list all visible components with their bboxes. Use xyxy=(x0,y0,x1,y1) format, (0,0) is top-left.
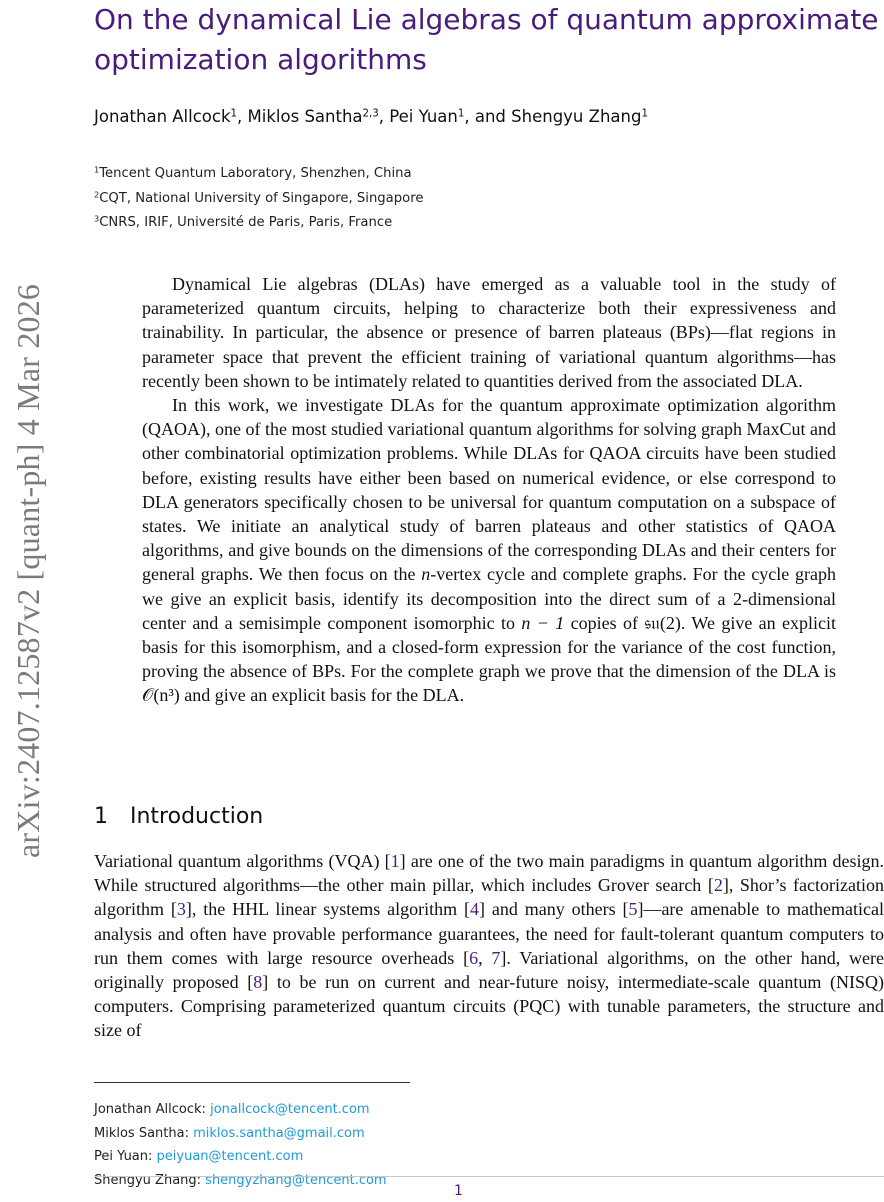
citation-link[interactable]: 7 xyxy=(491,947,501,968)
footnote-author: Jonathan Allcock: xyxy=(94,1101,211,1117)
footnote xyxy=(94,1074,694,1098)
abstract xyxy=(142,272,836,708)
affiliation-mark: 2 xyxy=(94,189,100,199)
footnote-author: Shengyu Zhang: xyxy=(94,1173,206,1189)
body-text: ] and many others [ xyxy=(478,899,629,920)
author-name: Jonathan Allcock xyxy=(94,107,231,126)
footnote-author: Miklos Santha: xyxy=(94,1125,194,1141)
author-list xyxy=(94,104,884,130)
page-footer-divider xyxy=(94,1176,884,1177)
citation-link[interactable]: 2 xyxy=(713,875,723,896)
math-expression: n − 1 xyxy=(521,612,565,633)
affiliation-text: CNRS, IRIF, Université de Paris, Paris, France xyxy=(99,215,393,230)
affiliation-text: CQT, National University of Singapore, Singapore xyxy=(99,190,424,206)
section-title: Introduction xyxy=(130,804,264,829)
intro-paragraph xyxy=(94,849,884,1043)
math-variable: n xyxy=(421,564,431,585)
affiliation xyxy=(94,211,884,236)
affiliation xyxy=(94,162,884,187)
email-link[interactable]: peiyuan@tencent.com xyxy=(156,1149,304,1165)
author-affiliation-mark: 2,3 xyxy=(362,108,379,120)
citation-link[interactable]: 5 xyxy=(628,899,638,920)
abstract-text: -vertex cycle and complete graphs. For the cycle graph we give an explicit basis, identify its decomposition into the direct sum of a 2-dimensional center and a semisimple component isomorphic to xyxy=(142,564,836,633)
arxiv-identifier: arXiv:2407.12587v2 [quant-ph] 4 Mar 2026 xyxy=(10,283,46,858)
abstract-text: copies of 𝔰𝔲(2). We give an explicit basis for this isomorphism, and a closed-form expression for the variance of the cost function, proving the absence of BPs. For the complete graph we prove that the dimension of the DLA is xyxy=(142,612,836,682)
body-text: , xyxy=(478,947,492,968)
citation-link[interactable]: 1 xyxy=(390,851,400,871)
body-text: ] are one of the two main paradigms in quantum algorithm design. While structured algorithms—the other main pillar, which includes Grover search [ xyxy=(94,851,884,896)
citation-link[interactable]: 6 xyxy=(469,947,479,968)
footnote xyxy=(94,1169,694,1193)
section-heading xyxy=(94,802,263,832)
footnote xyxy=(94,1145,694,1169)
affiliation-list xyxy=(94,162,884,236)
author-affiliation-mark: 1 xyxy=(641,108,648,120)
paper-title: On the dynamical Lie algebras of quantum approximate optimization algorithms xyxy=(94,3,879,76)
affiliation-mark: 1 xyxy=(94,164,100,175)
citation-link[interactable]: 8 xyxy=(253,972,263,993)
email-link[interactable]: miklos.santha@gmail.com xyxy=(193,1125,365,1141)
abstract-text: and give an explicit basis for the DLA. xyxy=(179,685,465,706)
body-text: ] to be run on current and near-future noisy, intermediate-scale quantum (NISQ) computers. Comprising parameterized quantum circuits (PQC) with tunable parameters, the structure and size of xyxy=(94,972,884,1041)
email-link[interactable]: shengyzhang@tencent.com xyxy=(205,1173,387,1189)
affiliation-mark: 3 xyxy=(94,213,100,224)
author-name: Miklos Santha xyxy=(247,107,363,126)
footnote xyxy=(94,1122,694,1146)
body-text: ]—are amenable to mathematical analysis and often have provable performance guarantees, the need for fault-tolerant quantum computers to run them comes with large resource overheads [ xyxy=(94,899,884,968)
author-affiliation-mark: 1 xyxy=(230,108,238,120)
page-number: 1 xyxy=(454,1183,463,1199)
footnote xyxy=(94,1098,694,1122)
email-link[interactable]: jonallcock@tencent.com xyxy=(210,1101,370,1117)
citation-link[interactable]: 4 xyxy=(469,899,479,920)
abstract-paragraph xyxy=(142,393,836,708)
author-separator: , xyxy=(237,107,248,126)
body-text: Variational quantum algorithms (VQA) [ xyxy=(94,851,391,871)
math-expression: 𝒪(n³) xyxy=(142,685,180,706)
body-text: ], the HHL linear systems algorithm [ xyxy=(185,899,470,920)
abstract-text: In this work, we investigate DLAs for the quantum approximate optimization algorithm (QAOA), one of the most studied variational quantum algorithms for solving graph MaxCut and other combinatorial optimization problems. While DLAs for QAOA circuits have been studied before, existing results have either been based on numerical evidence, or else correspond to DLA generators specifically chosen to be universal for quantum computation on a subspace of states. We initiate an analytical study of barren plateaus and other statistics of QAOA algorithms, and give bounds on the dimensions of the corresponding DLAs and their centers for general graphs. We then focus on the xyxy=(142,395,836,585)
author-name: Pei Yuan xyxy=(389,107,458,126)
body-text: ], Shor’s factorization algorithm [ xyxy=(94,875,884,920)
footnote-author: Pei Yuan: xyxy=(94,1149,157,1165)
citation-link[interactable]: 3 xyxy=(176,899,186,920)
section-number: 1 xyxy=(94,804,108,829)
abstract-paragraph: Dynamical Lie algebras (DLAs) have emerged as a valuable tool in the study of parameterized quantum circuits, helping to characterize both their expressiveness and trainability. In particular, the absence or presence of barren plateaus (BPs)—flat regions in parameter space that prevent the efficient training of variational quantum algorithms—has recently been shown to be intimately related to quantities derived from the associated DLA. xyxy=(142,274,836,391)
author-name: Shengyu Zhang xyxy=(511,107,642,126)
affiliation xyxy=(94,187,884,212)
author-separator: , xyxy=(378,107,390,126)
affiliation-text: Tencent Quantum Laboratory, Shenzhen, China xyxy=(99,166,412,181)
author-affiliation-mark: 1 xyxy=(457,108,465,120)
author-separator: , and xyxy=(464,107,512,126)
body-text: ]. Variational algorithms, on the other hand, were originally proposed [ xyxy=(94,947,884,993)
